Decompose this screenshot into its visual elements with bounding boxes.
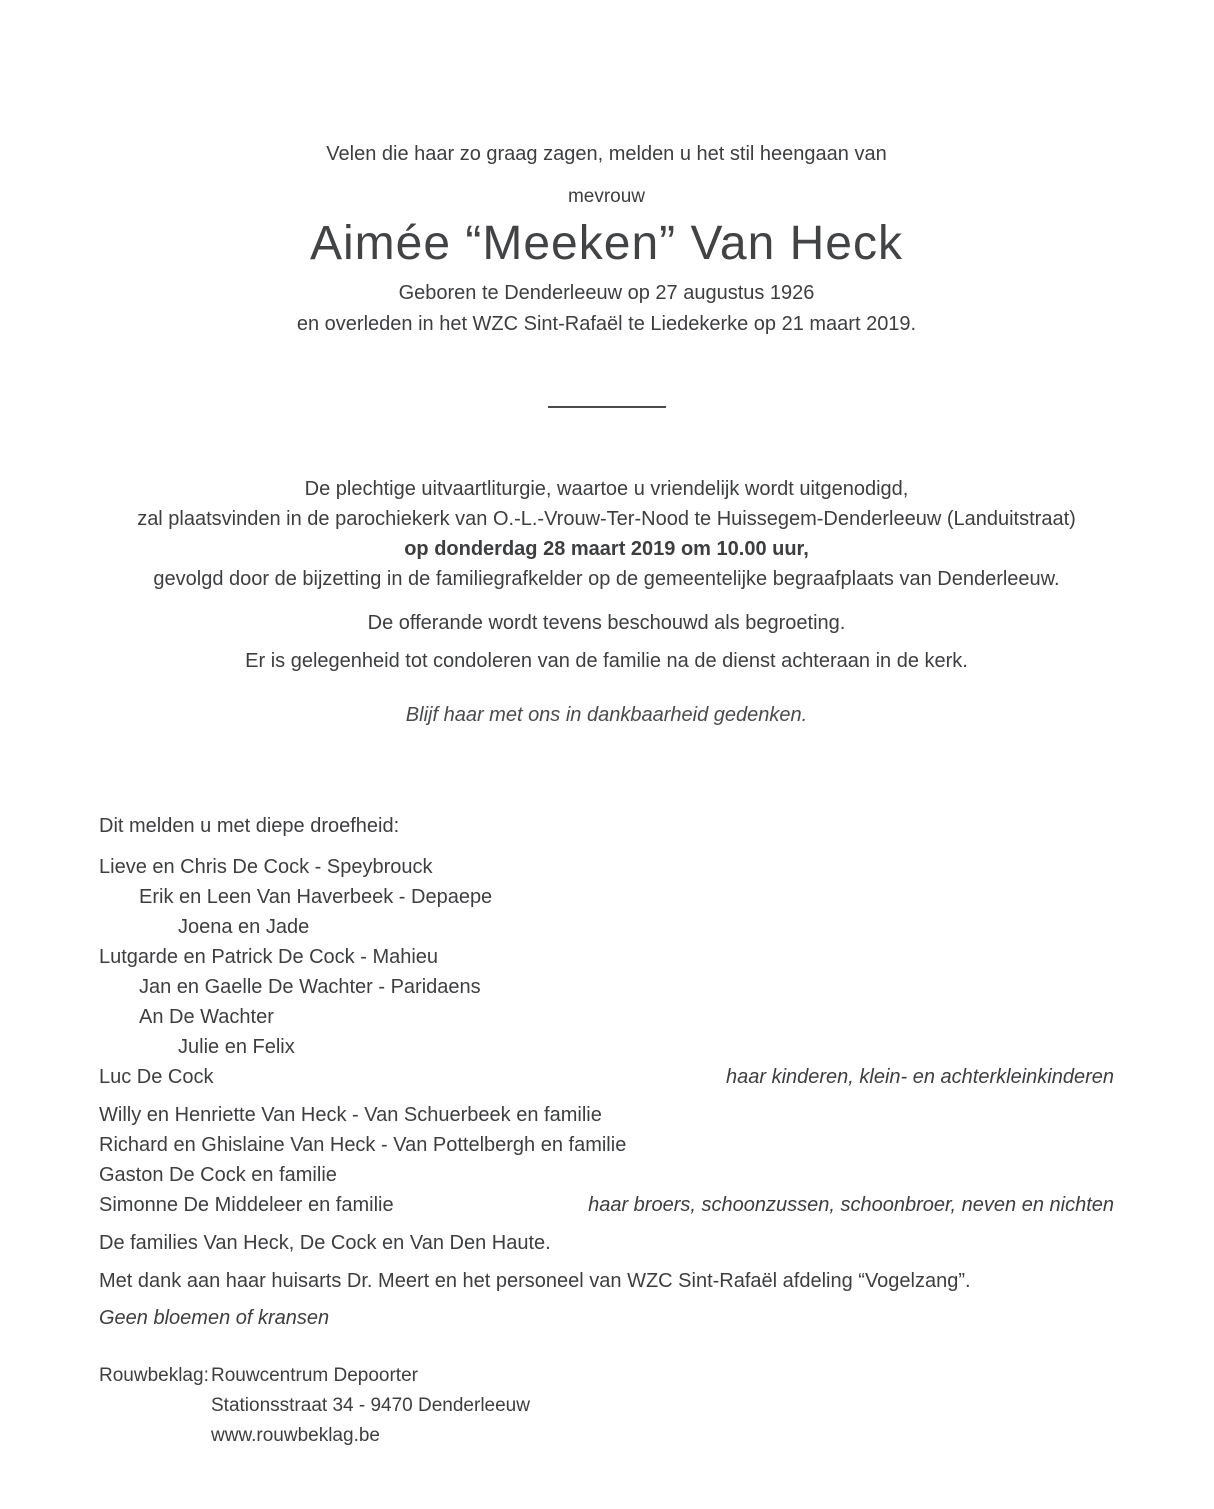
family-member-name: Joena en Jade — [178, 916, 310, 938]
obituary-content — [99, 0, 1114, 1451]
intro-line: Velen die haar zo graag zagen, melden u het stil heengaan van — [326, 143, 887, 165]
family-section — [99, 814, 1114, 1258]
family-row — [99, 852, 1114, 882]
family-row — [99, 882, 1114, 912]
funeral-center-name: Rouwcentrum Depoorter — [211, 1365, 418, 1386]
birth-line: Geboren te Denderleeuw op 27 augustus 1926 — [398, 282, 815, 304]
family-row — [99, 942, 1114, 972]
family-row — [99, 1002, 1114, 1032]
family-relation-label: haar kinderen, klein- en achterkleinkinderen — [725, 1066, 1114, 1088]
family-member-name: Richard en Ghislaine Van Heck - Van Pottelbergh en familie — [99, 1134, 627, 1156]
family-row — [99, 1190, 1114, 1220]
family-row — [99, 1100, 1114, 1130]
ceremony-burial-line: gevolgd door de bijzetting in de familiegrafkelder op de gemeentelijke begraafplaats van Denderleeuw. — [153, 568, 1060, 590]
funeral-center-address: Stationsstraat 34 - 9470 Denderleeuw — [211, 1395, 530, 1416]
ceremony-block — [99, 474, 1114, 594]
family-heading: Dit melden u met diepe droefheid: — [99, 815, 400, 837]
remembrance-line: Blijf haar met ons in dankbaarheid gedenken. — [405, 704, 808, 726]
family-member-name: Jan en Gaelle De Wachter - Paridaens — [139, 976, 481, 998]
family-member-name: Simonne De Middeleer en familie — [99, 1194, 394, 1216]
condolences-contact-label: Rouwbeklag: — [99, 1365, 209, 1386]
family-member-name: Luc De Cock — [99, 1066, 214, 1088]
ceremony-invitation-line2: zal plaatsvinden in de parochiekerk van O.-L.-Vrouw-Ter-Nood te Huissegem-Denderleeuw (Landuitstraat) — [137, 508, 1076, 530]
birth-death-block — [99, 278, 1114, 340]
family-member-name: Gaston De Cock en familie — [99, 1164, 337, 1186]
families-line: De families Van Heck, De Cock en Van Den Haute. — [99, 1232, 551, 1254]
no-flowers-line: Geen bloemen of kransen — [99, 1307, 330, 1329]
family-row — [99, 972, 1114, 1002]
family-row — [99, 1032, 1114, 1062]
deceased-name: Aimée “Meeken” Van Heck — [310, 217, 903, 270]
family-member-name: Erik en Leen Van Haverbeek - Depaepe — [139, 886, 493, 908]
family-row — [99, 1062, 1114, 1092]
offering-line: De offerande wordt tevens beschouwd als begroeting. — [367, 612, 846, 634]
ceremony-datetime-line: op donderdag 28 maart 2019 om 10.00 uur, — [404, 538, 809, 560]
family-row — [99, 912, 1114, 942]
condolence-line: Er is gelegenheid tot condoleren van de familie na de dienst achteraan in de kerk. — [245, 650, 968, 672]
death-line: en overleden in het WZC Sint-Rafaël te Liedekerke op 21 maart 2019. — [296, 313, 917, 335]
condolences-contact-block — [99, 1361, 1114, 1451]
siblings-list — [99, 1100, 1114, 1220]
family-relation-label: haar broers, schoonzussen, schoonbroer, neven en nichten — [588, 1194, 1114, 1216]
section-divider — [548, 406, 666, 408]
family-member-name: An De Wachter — [139, 1006, 274, 1028]
family-member-name: Lutgarde en Patrick De Cock - Mahieu — [99, 946, 439, 968]
family-row — [99, 1130, 1114, 1160]
family-member-name: Willy en Henriette Van Heck - Van Schuerbeek en familie — [99, 1104, 602, 1126]
funeral-center-website: www.rouwbeklag.be — [211, 1425, 380, 1446]
ceremony-invitation-line1: De plechtige uitvaartliturgie, waartoe u vriendelijk wordt uitgenodigd, — [304, 478, 909, 500]
family-row — [99, 1160, 1114, 1190]
salutation: mevrouw — [567, 186, 646, 207]
family-member-name: Lieve en Chris De Cock - Speybrouck — [99, 856, 433, 878]
condolences-contact-details — [211, 1361, 1114, 1451]
family-member-name: Julie en Felix — [178, 1036, 295, 1058]
children-list — [99, 852, 1114, 1092]
acknowledgement-line: Met dank aan haar huisarts Dr. Meert en het personeel van WZC Sint-Rafaël afdeling “Vogelzang”. — [99, 1270, 971, 1292]
